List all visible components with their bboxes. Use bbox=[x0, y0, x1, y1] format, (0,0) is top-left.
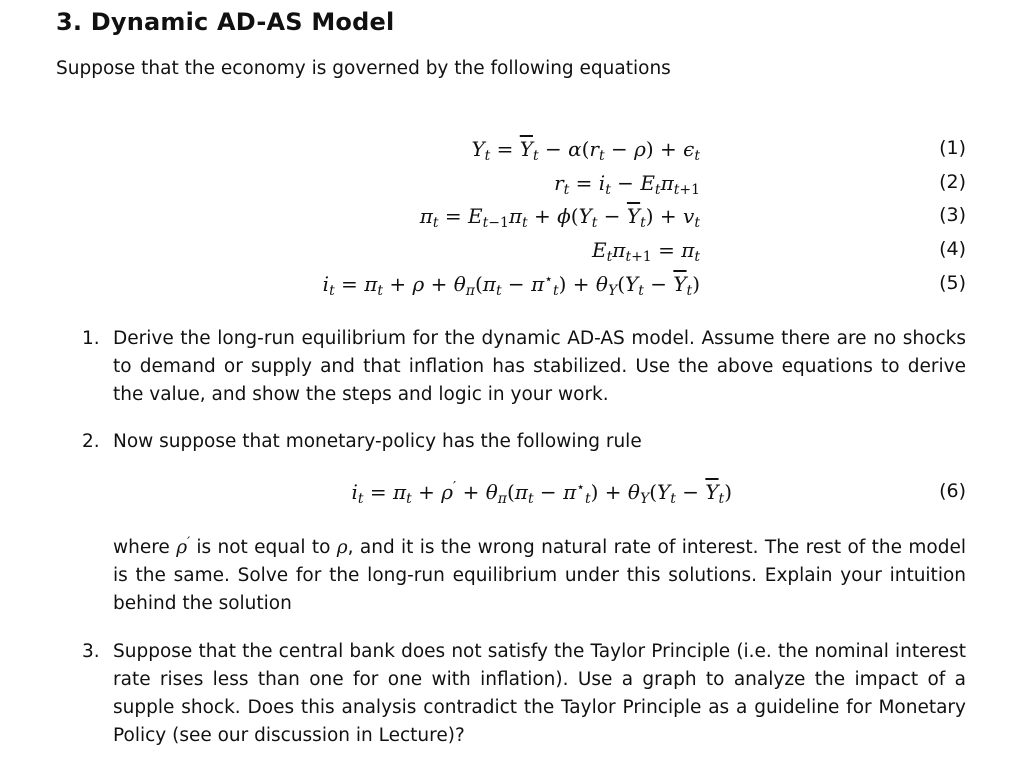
equation-6-math: $i_t = \pi_t + \rho' + \theta_\pi(\pi_t - \pi^⋆_t) + \theta_Y(Y_t - \overline{Y}_t)$ bbox=[351, 479, 732, 508]
equation-4-number: (4) bbox=[939, 238, 966, 260]
equation-6-number: (6) bbox=[939, 480, 966, 502]
section-title: 3. Dynamic AD-AS Model bbox=[56, 8, 395, 36]
question-2-where: where bbox=[113, 537, 170, 558]
equation-2-number: (2) bbox=[939, 171, 966, 193]
question-1-text: Derive the long-run equilibrium for the dynamic AD-AS model. Assume there are no shocks to demand or supply and that inflation has stabilized. Use the above equations to derive the value, and show the steps and logic in your work. bbox=[113, 328, 966, 405]
equation-1 bbox=[0, 137, 1024, 167]
question-3 bbox=[82, 638, 966, 750]
equation-5-number: (5) bbox=[939, 272, 966, 294]
equation-4 bbox=[0, 238, 1024, 268]
equation-2-math: $r_t = i_t - E_t\pi_{t+1}$ bbox=[554, 171, 700, 199]
question-2-rest: , and it is the wrong natural rate of interest. The rest of the model is the same. Solve for the long-run equilibrium under this solutions. Explain your intuition behind the solution bbox=[113, 537, 966, 614]
equation-2 bbox=[0, 171, 1024, 201]
equation-3-math: $\pi_t = E_{t-1}\pi_t + \phi(Y_t - \overline{Y}_t) + v_t$ bbox=[419, 204, 700, 232]
equation-5-math: $i_t = \pi_t + \rho + \theta_\pi(\pi_t - \pi^⋆_t) + \theta_Y(Y_t - \overline{Y}_t)$ bbox=[322, 271, 700, 300]
equation-3 bbox=[0, 204, 1024, 234]
question-3-marker: 3. bbox=[82, 641, 100, 662]
question-2-text: Now suppose that monetary-policy has the following rule bbox=[113, 431, 642, 452]
question-2-mid: is not equal to bbox=[196, 537, 331, 558]
equation-6 bbox=[0, 480, 1024, 510]
question-2 bbox=[82, 428, 966, 456]
equation-5 bbox=[0, 272, 1024, 302]
question-2-marker: 2. bbox=[82, 431, 100, 452]
equation-1-number: (1) bbox=[939, 137, 966, 159]
question-2-continuation: where ρ′ is not equal to ρ, and it is the wrong natural rate of interest. The rest of the model is the same. Solve for the long-run equilibrium under this solutions. Explain your intuition behind the solution bbox=[113, 534, 966, 614]
equation-1-math: $Y_t = \overline{Y}_t - \alpha(r_t - \rho) + \epsilon_t$ bbox=[471, 137, 700, 165]
intro-text: Suppose that the economy is governed by the following equations bbox=[56, 58, 671, 79]
equation-3-number: (3) bbox=[939, 204, 966, 226]
question-1-marker: 1. bbox=[82, 328, 100, 349]
equation-4-math: $E_t\pi_{t+1} = \pi_t$ bbox=[592, 238, 700, 266]
question-3-text: Suppose that the central bank does not satisfy the Taylor Principle (i.e. the nominal interest rate rises less than one for one with inflation). Use a graph to analyze the impact of a supple shock. Does this analysis contradict the Taylor Principle as a guideline for Monetary Policy (see our discussion in Lecture)? bbox=[113, 641, 966, 746]
question-1 bbox=[82, 325, 966, 409]
